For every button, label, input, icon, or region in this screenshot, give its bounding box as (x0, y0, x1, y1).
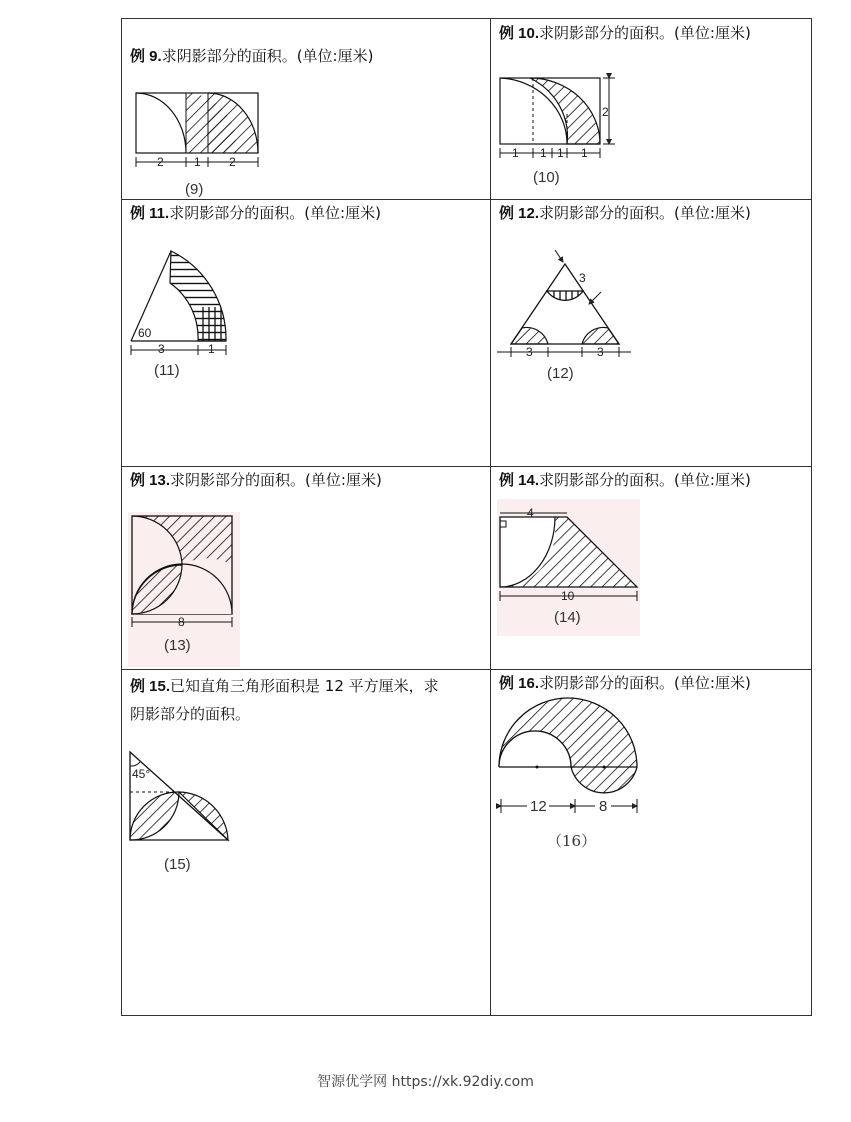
problem-13-title: 例 13.求阴影部分的面积。(单位:厘米) (130, 471, 382, 489)
footer-watermark: 智源优学网 https://xk.92diy.com (317, 1074, 534, 1090)
cell-problem-10 (491, 19, 812, 200)
fig14-dim-bottom: 10 (561, 589, 575, 603)
problem-9-title: 例 9.求阴影部分的面积。(单位:厘米) (130, 47, 374, 65)
problem-16-title: 例 16.求阴影部分的面积。(单位:厘米) (499, 674, 751, 692)
fig10-dim-height: 2 (602, 105, 609, 119)
figure-9 (128, 89, 268, 199)
fig10-dim-2: 1 (540, 146, 547, 160)
fig12-dim-right: 3 (597, 345, 604, 359)
fig11-dim-1: 1 (208, 342, 215, 356)
fig14-caption: (14) (554, 609, 581, 626)
fig12-dim-side: 3 (579, 271, 586, 285)
problem-11-title: 例 11.求阴影部分的面积。(单位:厘米) (130, 204, 381, 222)
problem-12-title: 例 12.求阴影部分的面积。(单位:厘米) (499, 204, 751, 222)
fig9-caption: (9) (185, 181, 204, 198)
problem-15-title-line2: 阴影部分的面积。 (130, 705, 251, 723)
cell-problem-11 (122, 200, 491, 467)
cell-problem-12 (491, 200, 812, 467)
figure-15 (128, 748, 248, 878)
fig13-caption: (13) (164, 637, 191, 654)
fig16-dim-right: 8 (599, 798, 608, 815)
cell-problem-14 (491, 467, 812, 670)
fig9-dim-right: 2 (229, 155, 236, 169)
fig11-angle-label: 60 (138, 326, 152, 340)
problem-14-title: 例 14.求阴影部分的面积。(单位:厘米) (499, 471, 751, 489)
fig9-dim-mid: 1 (194, 155, 201, 169)
cell-problem-16 (491, 670, 812, 1016)
problem-15-title: 例 15.已知直角三角形面积是 12 平方厘米，求 (130, 677, 439, 695)
fig11-dim-3: 3 (158, 342, 165, 356)
figure-14 (497, 499, 642, 639)
fig10-caption: (10) (533, 169, 560, 186)
figure-11 (128, 245, 268, 380)
fig12-caption: (12) (547, 365, 574, 382)
cell-problem-15 (122, 670, 491, 1016)
problem-table (121, 18, 812, 1016)
fig16-caption: （16） (547, 832, 597, 850)
fig16-dim-left: 12 (530, 798, 547, 815)
figure-16 (497, 695, 652, 860)
figure-10 (497, 74, 637, 189)
fig11-caption: (11) (154, 362, 180, 379)
fig14-dim-top: 4 (527, 506, 534, 520)
cell-problem-9 (122, 19, 491, 200)
problem-10-title: 例 10.求阴影部分的面积。(单位:厘米) (499, 24, 751, 42)
fig12-dim-left: 3 (526, 345, 533, 359)
cell-problem-13 (122, 467, 491, 670)
figure-13 (128, 512, 248, 667)
fig10-dim-1: 1 (512, 146, 519, 160)
fig13-dim: 8 (178, 615, 185, 629)
fig10-dim-4: 1 (581, 146, 588, 160)
fig15-angle-label: 45° (132, 767, 151, 781)
fig9-dim-left: 2 (157, 155, 164, 169)
fig15-caption: (15) (164, 856, 191, 873)
figure-12 (497, 248, 647, 393)
fig10-dim-3: 1 (557, 146, 564, 160)
